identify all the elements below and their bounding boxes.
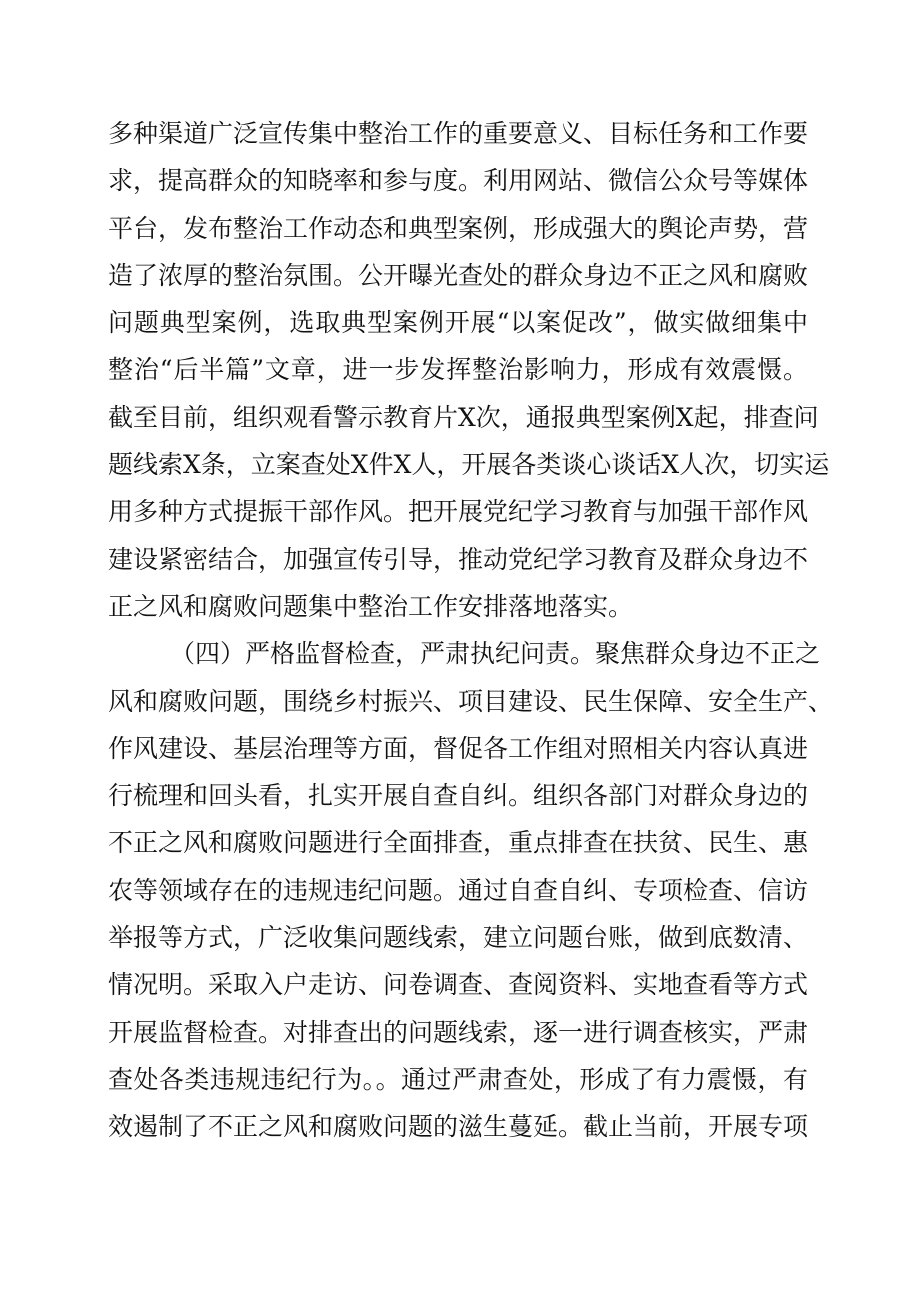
text-line: 问题典型案例，选取典型案例开展“以案促改”，做实做细集中	[108, 308, 808, 338]
paragraph-1	[108, 110, 830, 630]
text-line: 整治“后半篇”文章，进一步发挥整治影响力，形成有效震慑。	[108, 355, 808, 385]
text-line: 正之风和腐败问题集中整治工作安排落地落实。	[108, 591, 634, 621]
text-line: 多种渠道广泛宣传集中整治工作的重要意义、目标任务和工作要	[108, 119, 809, 148]
text-line: 建设紧密结合，加强宣传引导，推动党纪学习教育及群众身边不	[108, 544, 809, 574]
text-line: 举报等方式，广泛收集问题线索，建立问题台账，做到底数清、	[108, 923, 809, 953]
text-line: 题线索X条，立案查处X件X人，开展各类谈心谈话X人次，切实运	[108, 450, 830, 480]
text-line: 效遏制了不正之风和腐败问题的滋生蔓延。截止当前，开展专项	[108, 1112, 809, 1142]
paragraph-2	[108, 630, 834, 1150]
text-line: 开展监督检查。对排查出的问题线索，逐一进行调查核实，严肃	[108, 1017, 809, 1047]
text-line: 风和腐败问题，围绕乡村振兴、项目建设、民生保障、安全生产、	[108, 686, 834, 716]
text-line: 求，提高群众的知晓率和参与度。利用网站、微信公众号等媒体	[108, 166, 809, 196]
text-line: 不正之风和腐败问题进行全面排查，重点排查在扶贫、民生、惠	[108, 828, 809, 858]
text-line: 平台，发布整治工作动态和典型案例，形成强大的舆论声势，营	[108, 213, 809, 243]
text-line: 作风建设、基层治理等方面，督促各工作组对照相关内容认真进	[108, 733, 809, 763]
text-line: 查处各类违规违纪行为。。通过严肃查处，形成了有力震慑，有	[108, 1064, 808, 1094]
text-line: （四）严格监督检查，严肃执纪问责。聚焦群众身边不正之	[170, 639, 821, 669]
text-line: 截至目前，组织观看警示教育片X次，通报典型案例X起，排查问	[108, 402, 819, 432]
text-line: 情况明。采取入户走访、问卷调查、查阅资料、实地查看等方式	[108, 970, 809, 1000]
text-line: 用多种方式提振干部作风。把开展党纪学习教育与加强干部作风	[108, 497, 809, 527]
document-body	[108, 110, 834, 1151]
text-line: 行梳理和回头看，扎实开展自查自纠。组织各部门对群众身边的	[108, 781, 809, 811]
text-line: 农等领域存在的违规违纪问题。通过自查自纠、专项检查、信访	[108, 875, 809, 905]
text-line: 造了浓厚的整治氛围。公开曝光查处的群众身边不正之风和腐败	[108, 260, 809, 290]
